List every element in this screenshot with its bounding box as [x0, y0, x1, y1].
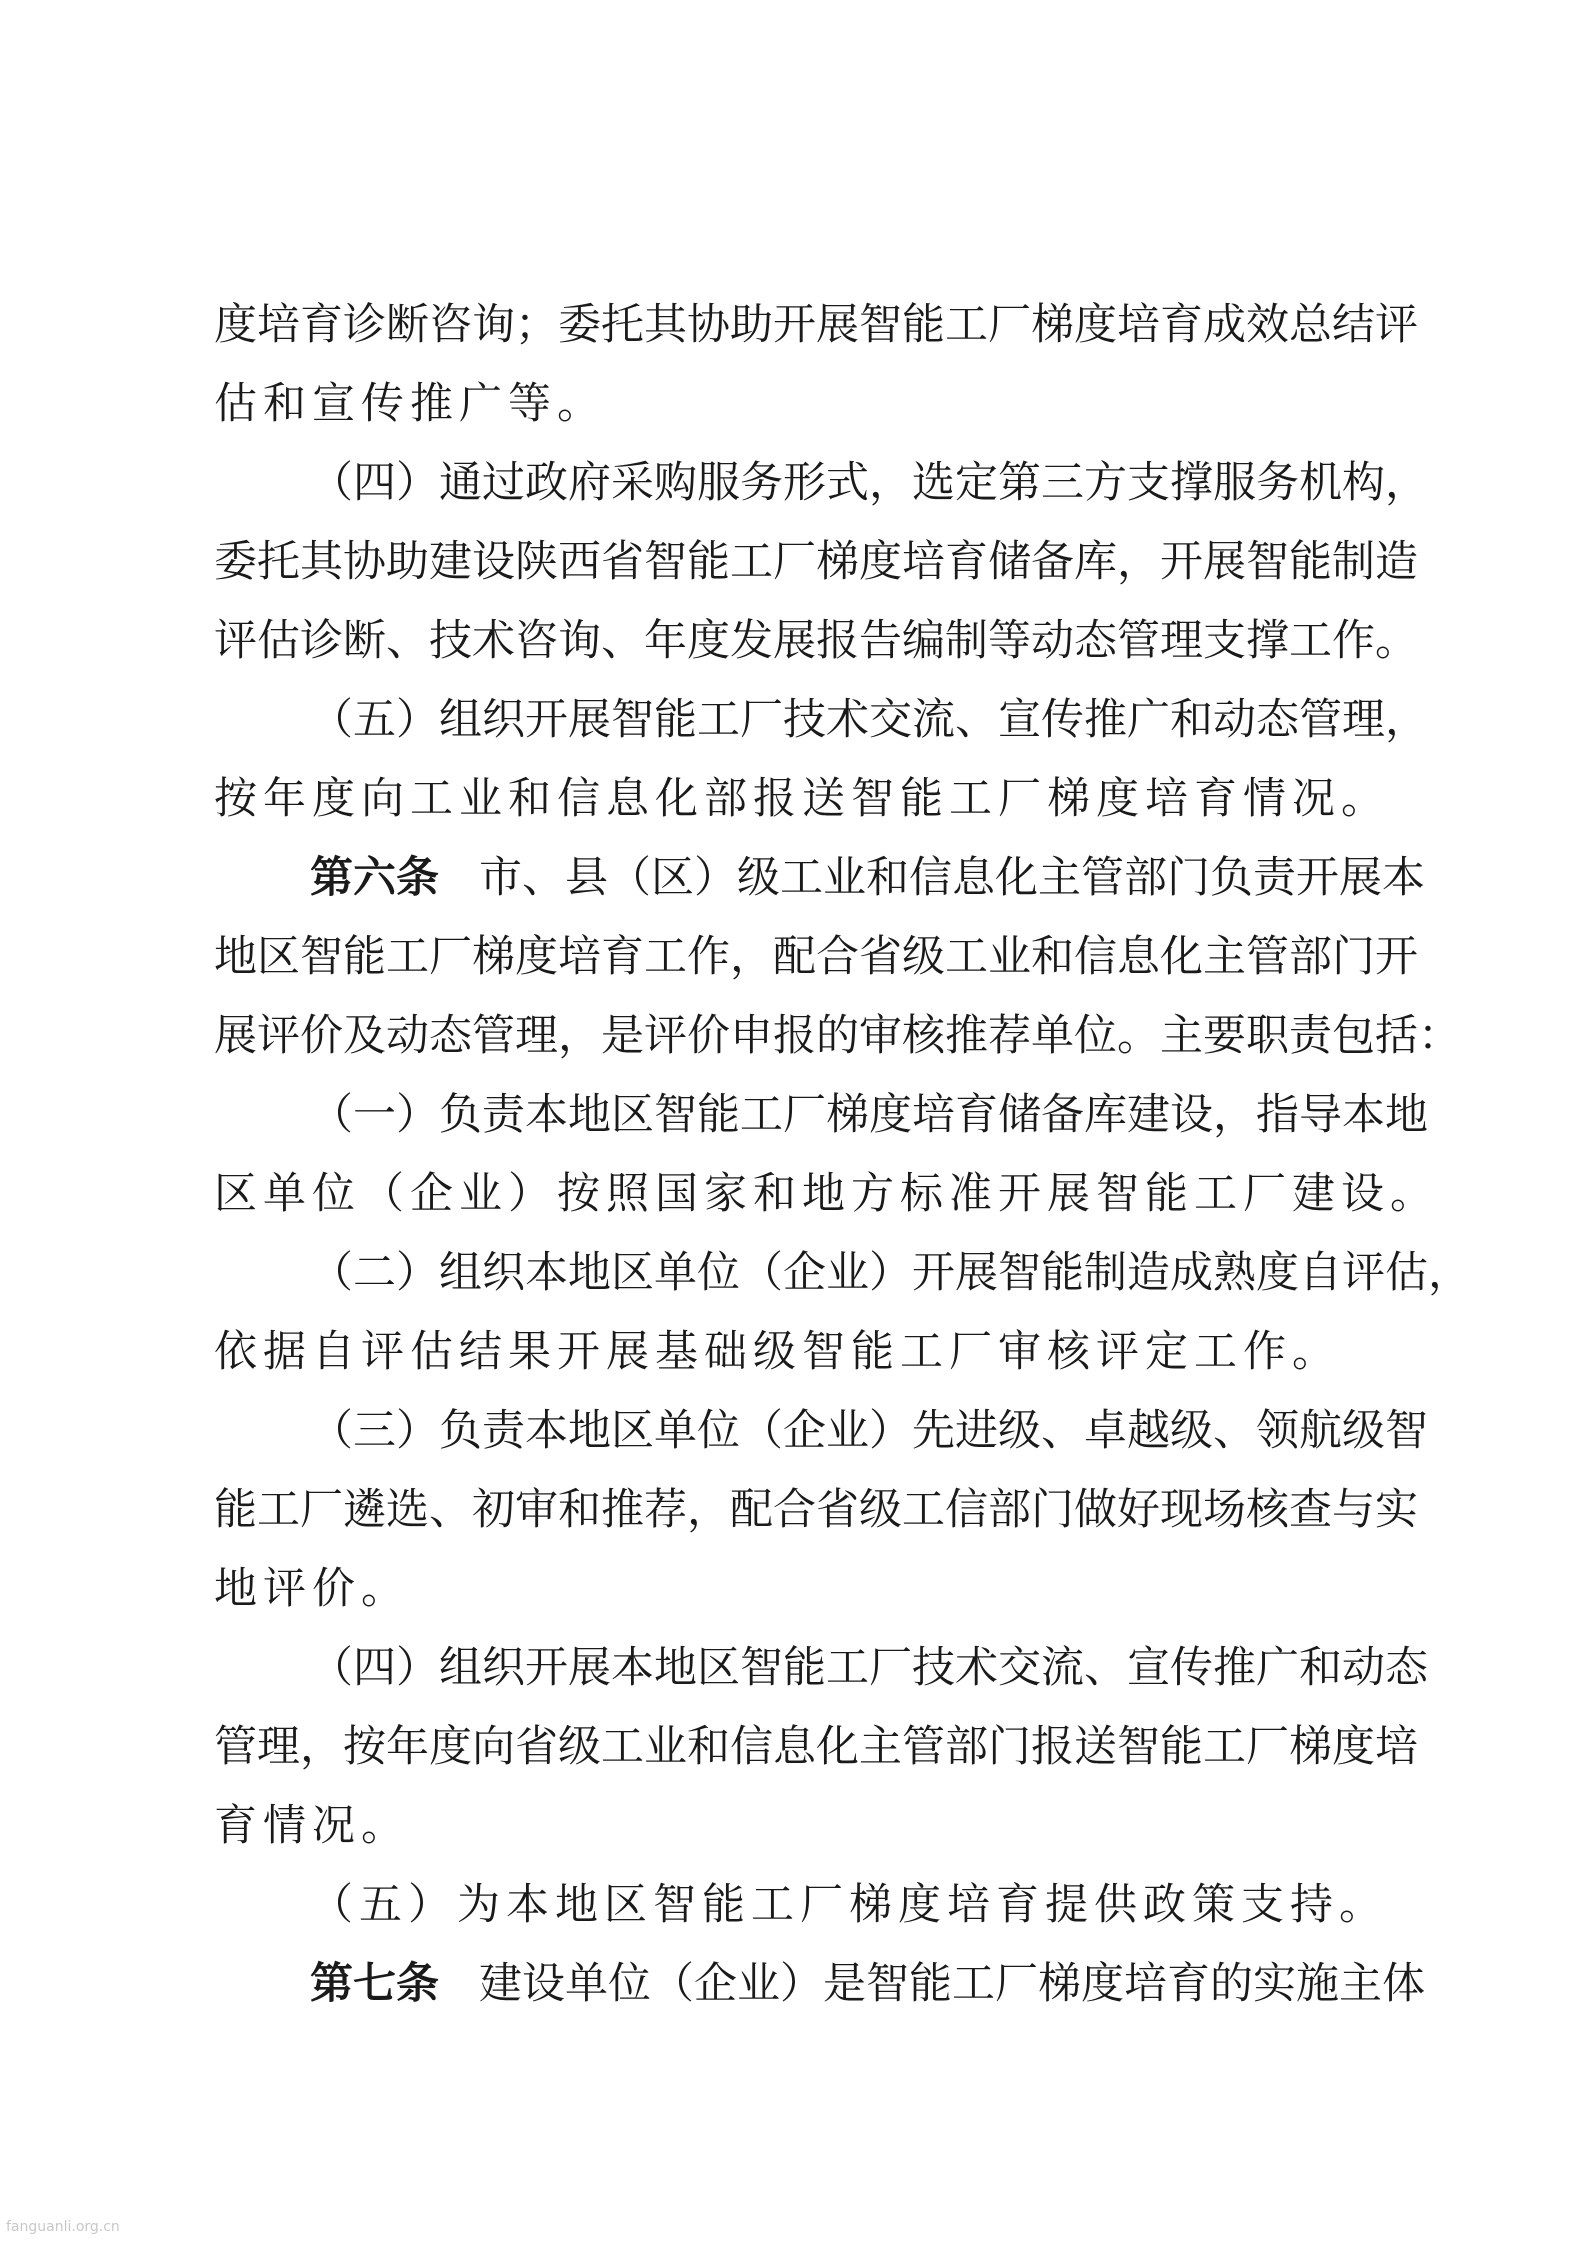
- article-label: 第七条: [310, 1959, 439, 2009]
- line-text: 展 评 价 及 动 态 管 理 ， 是 评 价 申 报 的 审 核 推 荐 单 位 。 主 要 职 责 包 括 ：: [214, 1011, 1461, 1061]
- text-line: [214, 1550, 1394, 1629]
- text-line: [214, 365, 1394, 444]
- line-text: （ 一 ） 负 责 本 地 区 智 能 工 厂 梯 度 培 育 储 备 库 建 设 ， 指 导 本 地: [310, 1090, 1428, 1140]
- line-text: 区单位（企业）按照国家和地方标准开展智能工厂建设。: [214, 1169, 1439, 1219]
- line-text: 委 托 其 协 助 建 设 陕 西 省 智 能 工 厂 梯 度 培 育 储 备 库 ， 开 展 智 能 制 造: [214, 537, 1418, 587]
- text-line: [214, 1629, 1428, 1708]
- line-text: 地评价。: [214, 1564, 410, 1614]
- text-line: [214, 286, 1418, 365]
- line-text: （ 四 ） 组 织 开 展 本 地 区 智 能 工 厂 技 术 交 流 、 宣 传 推 广 和 动 态: [310, 1643, 1428, 1693]
- text-line: [214, 1787, 1394, 1866]
- text-line: [214, 523, 1418, 602]
- text-line: [214, 444, 1428, 523]
- line-text: 估和宣传推广等。: [214, 379, 606, 429]
- line-text: 评 估 诊 断 、 技 术 咨 询 、 年 度 发 展 报 告 编 制 等 动 态 管 理 支 撑 工 作 。: [214, 616, 1418, 666]
- text-line: [214, 1471, 1418, 1550]
- text-line: [214, 1392, 1428, 1471]
- article-label: 第六条: [310, 853, 439, 903]
- line-text: 能 工 厂 遴 选 、 初 审 和 推 荐 ， 配 合 省 级 工 信 部 门 做 好 现 场 核 查 与 实: [214, 1485, 1418, 1535]
- text-line: [214, 839, 1425, 918]
- line-text: 依据自评估结果开展基础级智能工厂审核评定工作。: [214, 1327, 1341, 1377]
- text-line: [214, 1076, 1428, 1155]
- text-line: [214, 918, 1418, 997]
- line-text: （ 五 ） 组 织 开 展 智 能 工 厂 技 术 交 流 、 宣 传 推 广 和 动 态 管 理 ，: [310, 695, 1428, 745]
- text-line: [214, 1866, 1394, 1945]
- document-body: [214, 286, 1471, 2024]
- text-line: [214, 602, 1418, 681]
- text-line: [214, 1313, 1394, 1392]
- text-line: [214, 1234, 1471, 1313]
- line-text: （五）为本地区智能工厂梯度培育提供政策支持。: [310, 1880, 1388, 1930]
- text-line: [214, 760, 1394, 839]
- line-text: 按年度向工业和信息化部报送智能工厂梯度培育情况。: [214, 774, 1390, 824]
- line-text: （ 二 ） 组 织 本 地 区 单 位 （ 企 业 ） 开 展 智 能 制 造 成 熟 度 自 评 估 ，: [310, 1248, 1471, 1298]
- text-line: [214, 681, 1428, 760]
- line-text: 建 设 单 位 （ 企 业 ） 是 智 能 工 厂 梯 度 培 育 的 实 施 主 体: [479, 1959, 1425, 2009]
- watermark: fanguanli.org.cn: [6, 2219, 120, 2235]
- text-line: [214, 1945, 1425, 2024]
- line-text: 地 区 智 能 工 厂 梯 度 培 育 工 作 ， 配 合 省 级 工 业 和 信 息 化 主 管 部 门 开: [214, 932, 1418, 982]
- line-text: （ 三 ） 负 责 本 地 区 单 位 （ 企 业 ） 先 进 级 、 卓 越 级 、 领 航 级 智: [310, 1406, 1428, 1456]
- line-text: 市 、 县 （ 区 ） 级 工 业 和 信 息 化 主 管 部 门 负 责 开 展 本: [479, 853, 1425, 903]
- line-text: 度 培 育 诊 断 咨 询 ； 委 托 其 协 助 开 展 智 能 工 厂 梯 度 培 育 成 效 总 结 评: [214, 300, 1418, 350]
- text-line: [214, 1708, 1418, 1787]
- line-text: （ 四 ） 通 过 政 府 采 购 服 务 形 式 ， 选 定 第 三 方 支 撑 服 务 机 构 ，: [310, 458, 1428, 508]
- text-line: [214, 1155, 1439, 1234]
- line-text: 育情况。: [214, 1801, 410, 1851]
- text-line: [214, 997, 1461, 1076]
- line-text: 管 理 ， 按 年 度 向 省 级 工 业 和 信 息 化 主 管 部 门 报 送 智 能 工 厂 梯 度 培: [214, 1722, 1418, 1772]
